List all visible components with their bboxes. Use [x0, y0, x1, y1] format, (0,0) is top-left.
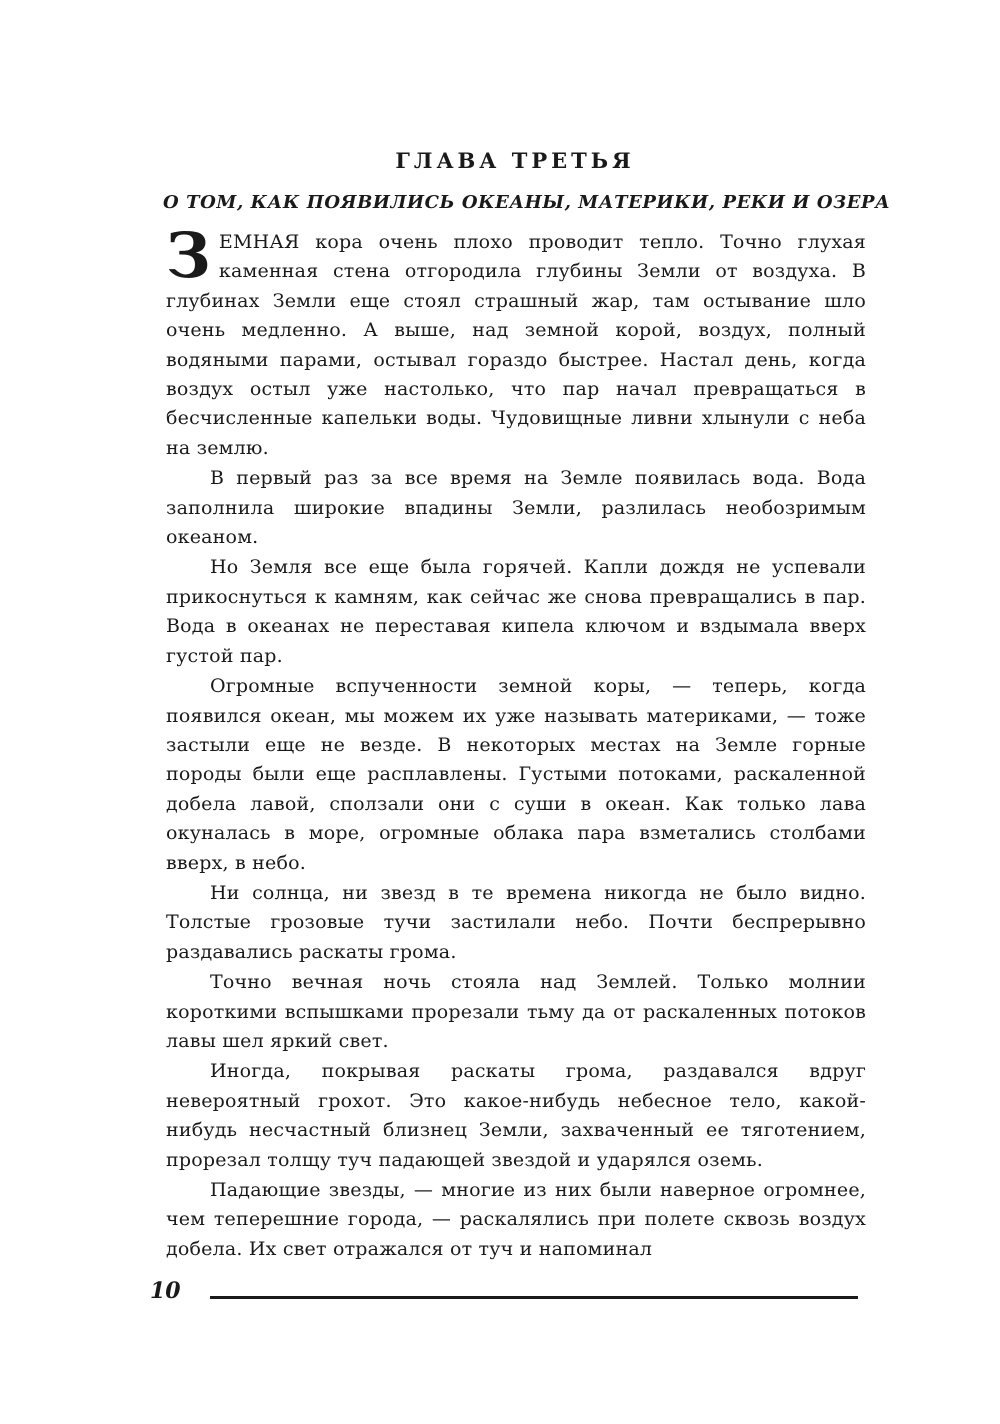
paragraph: Огромные вспученности земной коры, — теперь, когда появился океан, мы можем их уже называть материками, — тоже застыли еще не везде. В некоторых местах на Земле горные породы были еще расплавлены. Густыми потоками, раскаленной добела лавой, сползали они с суши в океан. Как только лава окуналась в море, огромные облака пара взметались столбами вверх, в небо. [166, 675, 866, 874]
paragraph-text: ЕМНАЯ кора очень плохо проводит тепло. Точно глухая каменная стена отгородила глубины Земли от воздуха. В глубинах Земли еще стоял страшный жар, там остывание шло очень медленно. А выше, над земной корой, воздух, полный водяными парами, остывал гораздо быстрее. Настал день, когда воздух остыл уже настолько, что пар начал превращаться в бесчисленные капельки воды. Чудовищные ливни хлынули с неба на землю. [166, 231, 866, 459]
chapter-title: ГЛАВА ТРЕТЬЯ [395, 148, 635, 173]
chapter-subtitle: О ТОМ, КАК ПОЯВИЛИСЬ ОКЕАНЫ, МАТЕРИКИ, РЕКИ И ОЗЕРА [163, 192, 891, 213]
paragraph [166, 219, 866, 463]
paragraph: Точно вечная ночь стояла над Землей. Только молнии короткими вспышками прорезали тьму да от раскаленных потоков лавы шел яркий свет. [166, 971, 866, 1052]
paragraph: Ни солнца, ни звезд в те времена никогда не было видно. Толстые грозовые тучи застилали небо. Почти беспрерывно раздавались раскаты грома. [166, 881, 866, 963]
page-number: 10 [150, 1278, 181, 1304]
drop-cap: З [166, 219, 211, 292]
paragraph: Но Земля все еще была горячей. Капли дождя не успевали прикоснуться к камням, как сейчас же снова превращались в пар. Вода в океанах не переставая кипела ключом и вздымала вверх густой пар. [166, 556, 866, 667]
footer-rule [210, 1296, 858, 1299]
paragraph: Падающие звезды, — многие из них были наверное огромнее, чем теперешние города, — раскалялись при полете сквозь воздух добела. Их свет отражался от туч и напоминал [166, 1179, 866, 1260]
paragraph: В первый раз за все время на Земле появилась вода. Вода заполнила широкие впадины Земли, разлилась необозримым океаном. [166, 467, 866, 549]
paragraph: Иногда, покрывая раскаты грома, раздавался вдруг невероятный грохот. Это какое-нибудь небесное тело, какой-нибудь несчастный близнец Земли, захваченный ее тяготением, прорезал толщу туч падающей звездой и ударялся оземь. [166, 1060, 866, 1171]
body-text [166, 219, 866, 1264]
